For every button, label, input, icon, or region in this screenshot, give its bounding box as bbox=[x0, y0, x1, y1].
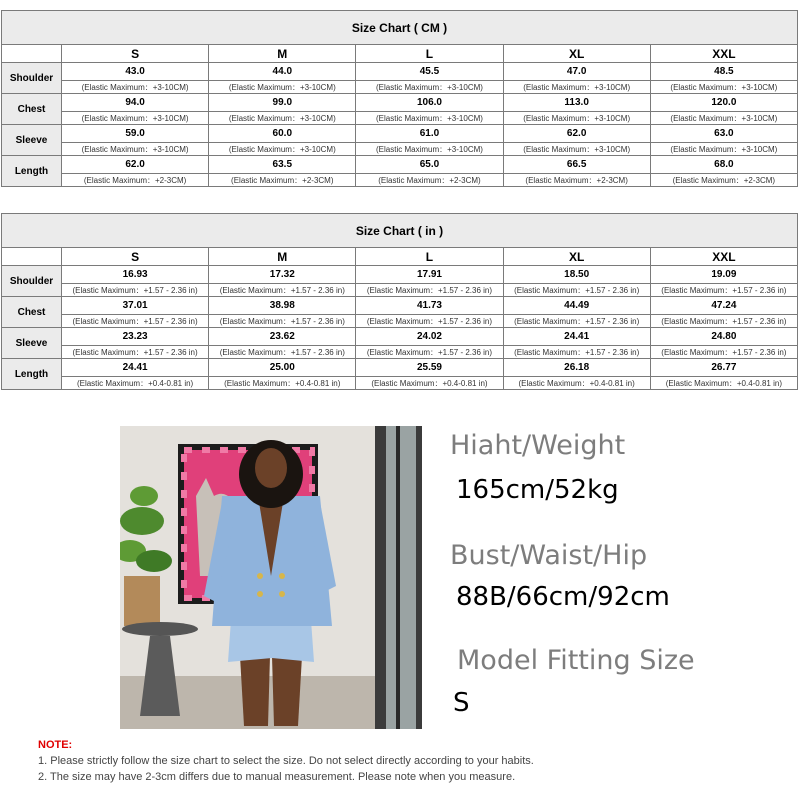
cell-value: 44.0 bbox=[209, 63, 356, 81]
cell-note: (Elastic Maximum：+1.57 - 2.36 in) bbox=[650, 346, 797, 359]
cell-note: (Elastic Maximum：+0.4-0.81 in) bbox=[356, 377, 503, 390]
size-header-m: M bbox=[209, 45, 356, 63]
size-header-s: S bbox=[62, 248, 209, 266]
cell-value: 59.0 bbox=[62, 125, 209, 143]
row-label-chest: Chest bbox=[2, 94, 62, 125]
cell-note: (Elastic Maximum：+0.4-0.81 in) bbox=[62, 377, 209, 390]
cell-note: (Elastic Maximum：+1.57 - 2.36 in) bbox=[356, 315, 503, 328]
cell-value: 37.01 bbox=[62, 297, 209, 315]
row-label-sleeve: Sleeve bbox=[2, 328, 62, 359]
cell-note: (Elastic Maximum：+3-10CM) bbox=[62, 81, 209, 94]
cell-note: (Elastic Maximum：+1.57 - 2.36 in) bbox=[503, 284, 650, 297]
cell-note: (Elastic Maximum：+1.57 - 2.36 in) bbox=[503, 315, 650, 328]
cell-value: 16.93 bbox=[62, 266, 209, 284]
model-photo bbox=[120, 426, 422, 729]
row-label-shoulder: Shoulder bbox=[2, 266, 62, 297]
cell-value: 47.24 bbox=[650, 297, 797, 315]
note-line-1: 1. Please strictly follow the size chart to select the size. Do not select directly according to your habits. bbox=[38, 755, 534, 767]
cell-note: (Elastic Maximum：+1.57 - 2.36 in) bbox=[356, 284, 503, 297]
cell-note: (Elastic Maximum：+3-10CM) bbox=[503, 112, 650, 125]
height-weight-label: Hiaht/Weight bbox=[450, 430, 626, 461]
cell-note: (Elastic Maximum：+0.4-0.81 in) bbox=[503, 377, 650, 390]
cell-note: (Elastic Maximum：+2-3CM) bbox=[209, 174, 356, 187]
cell-value: 43.0 bbox=[62, 63, 209, 81]
measurements-value: 88B/66cm/92cm bbox=[456, 582, 670, 612]
cell-value: 25.59 bbox=[356, 359, 503, 377]
cell-value: 63.0 bbox=[650, 125, 797, 143]
cell-note: (Elastic Maximum：+2-3CM) bbox=[356, 174, 503, 187]
cell-value: 26.18 bbox=[503, 359, 650, 377]
cell-note: (Elastic Maximum：+1.57 - 2.36 in) bbox=[62, 315, 209, 328]
size-header-xxl: XXL bbox=[650, 45, 797, 63]
cell-note: (Elastic Maximum：+3-10CM) bbox=[503, 81, 650, 94]
cell-note: (Elastic Maximum：+1.57 - 2.36 in) bbox=[62, 284, 209, 297]
cell-value: 17.91 bbox=[356, 266, 503, 284]
cell-note: (Elastic Maximum：+0.4-0.81 in) bbox=[209, 377, 356, 390]
cell-note: (Elastic Maximum：+2-3CM) bbox=[503, 174, 650, 187]
cell-note: (Elastic Maximum：+2-3CM) bbox=[650, 174, 797, 187]
size-header-s: S bbox=[62, 45, 209, 63]
cell-value: 23.23 bbox=[62, 328, 209, 346]
cell-value: 23.62 bbox=[209, 328, 356, 346]
cell-note: (Elastic Maximum：+3-10CM) bbox=[209, 143, 356, 156]
height-weight-value: 165cm/52kg bbox=[456, 475, 619, 505]
cell-note: (Elastic Maximum：+1.57 - 2.36 in) bbox=[356, 346, 503, 359]
cell-note: (Elastic Maximum：+1.57 - 2.36 in) bbox=[62, 346, 209, 359]
cell-value: 61.0 bbox=[356, 125, 503, 143]
cell-value: 106.0 bbox=[356, 94, 503, 112]
measurements-label: Bust/Waist/Hip bbox=[450, 540, 648, 571]
cell-value: 24.41 bbox=[503, 328, 650, 346]
row-label-length: Length bbox=[2, 359, 62, 390]
cell-note: (Elastic Maximum：+2-3CM) bbox=[62, 174, 209, 187]
cell-value: 99.0 bbox=[209, 94, 356, 112]
cell-value: 60.0 bbox=[209, 125, 356, 143]
cell-value: 47.0 bbox=[503, 63, 650, 81]
cell-note: (Elastic Maximum：+0.4-0.81 in) bbox=[650, 377, 797, 390]
cell-value: 44.49 bbox=[503, 297, 650, 315]
note-title: NOTE: bbox=[38, 739, 73, 751]
cell-value: 24.41 bbox=[62, 359, 209, 377]
row-label-length: Length bbox=[2, 156, 62, 187]
cell-note: (Elastic Maximum：+3-10CM) bbox=[503, 143, 650, 156]
cell-value: 94.0 bbox=[62, 94, 209, 112]
cell-value: 66.5 bbox=[503, 156, 650, 174]
row-label-shoulder: Shoulder bbox=[2, 63, 62, 94]
fitting-size-value: S bbox=[453, 688, 470, 718]
size-header-l: L bbox=[356, 45, 503, 63]
row-label-chest: Chest bbox=[2, 297, 62, 328]
cell-value: 17.32 bbox=[209, 266, 356, 284]
cell-note: (Elastic Maximum：+1.57 - 2.36 in) bbox=[650, 284, 797, 297]
cell-value: 38.98 bbox=[209, 297, 356, 315]
size-chart-cm-title: Size Chart ( CM ) bbox=[2, 11, 798, 45]
cell-value: 120.0 bbox=[650, 94, 797, 112]
cell-value: 62.0 bbox=[503, 125, 650, 143]
cell-value: 19.09 bbox=[650, 266, 797, 284]
cell-note: (Elastic Maximum：+3-10CM) bbox=[356, 143, 503, 156]
size-chart-inch bbox=[1, 213, 798, 390]
cell-value: 68.0 bbox=[650, 156, 797, 174]
cell-note: (Elastic Maximum：+3-10CM) bbox=[650, 81, 797, 94]
cell-value: 41.73 bbox=[356, 297, 503, 315]
size-header-m: M bbox=[209, 248, 356, 266]
size-header-xl: XL bbox=[503, 45, 650, 63]
cell-value: 63.5 bbox=[209, 156, 356, 174]
cell-value: 48.5 bbox=[650, 63, 797, 81]
cell-value: 24.02 bbox=[356, 328, 503, 346]
fitting-size-label: Model Fitting Size bbox=[457, 645, 695, 676]
cell-note: (Elastic Maximum：+1.57 - 2.36 in) bbox=[209, 315, 356, 328]
cell-note: (Elastic Maximum：+1.57 - 2.36 in) bbox=[209, 284, 356, 297]
row-label-sleeve: Sleeve bbox=[2, 125, 62, 156]
cell-value: 26.77 bbox=[650, 359, 797, 377]
cell-note: (Elastic Maximum：+3-10CM) bbox=[62, 112, 209, 125]
header-corner bbox=[2, 248, 62, 266]
note-line-2: 2. The size may have 2-3cm differs due to manual measurement. Please note when you measure. bbox=[38, 771, 516, 783]
cell-note: (Elastic Maximum：+1.57 - 2.36 in) bbox=[209, 346, 356, 359]
cell-note: (Elastic Maximum：+3-10CM) bbox=[62, 143, 209, 156]
cell-note: (Elastic Maximum：+3-10CM) bbox=[209, 81, 356, 94]
cell-note: (Elastic Maximum：+1.57 - 2.36 in) bbox=[503, 346, 650, 359]
cell-value: 25.00 bbox=[209, 359, 356, 377]
cell-note: (Elastic Maximum：+3-10CM) bbox=[650, 143, 797, 156]
cell-note: (Elastic Maximum：+1.57 - 2.36 in) bbox=[650, 315, 797, 328]
size-chart-cm bbox=[1, 10, 798, 187]
size-header-l: L bbox=[356, 248, 503, 266]
size-header-xl: XL bbox=[503, 248, 650, 266]
cell-value: 24.80 bbox=[650, 328, 797, 346]
size-chart-inch-title: Size Chart ( in ) bbox=[2, 214, 798, 248]
cell-note: (Elastic Maximum：+3-10CM) bbox=[356, 112, 503, 125]
cell-value: 62.0 bbox=[62, 156, 209, 174]
cell-note: (Elastic Maximum：+3-10CM) bbox=[209, 112, 356, 125]
cell-note: (Elastic Maximum：+3-10CM) bbox=[356, 81, 503, 94]
size-header-xxl: XXL bbox=[650, 248, 797, 266]
cell-value: 65.0 bbox=[356, 156, 503, 174]
cell-value: 18.50 bbox=[503, 266, 650, 284]
cell-value: 113.0 bbox=[503, 94, 650, 112]
cell-value: 45.5 bbox=[356, 63, 503, 81]
header-corner bbox=[2, 45, 62, 63]
cell-note: (Elastic Maximum：+3-10CM) bbox=[650, 112, 797, 125]
